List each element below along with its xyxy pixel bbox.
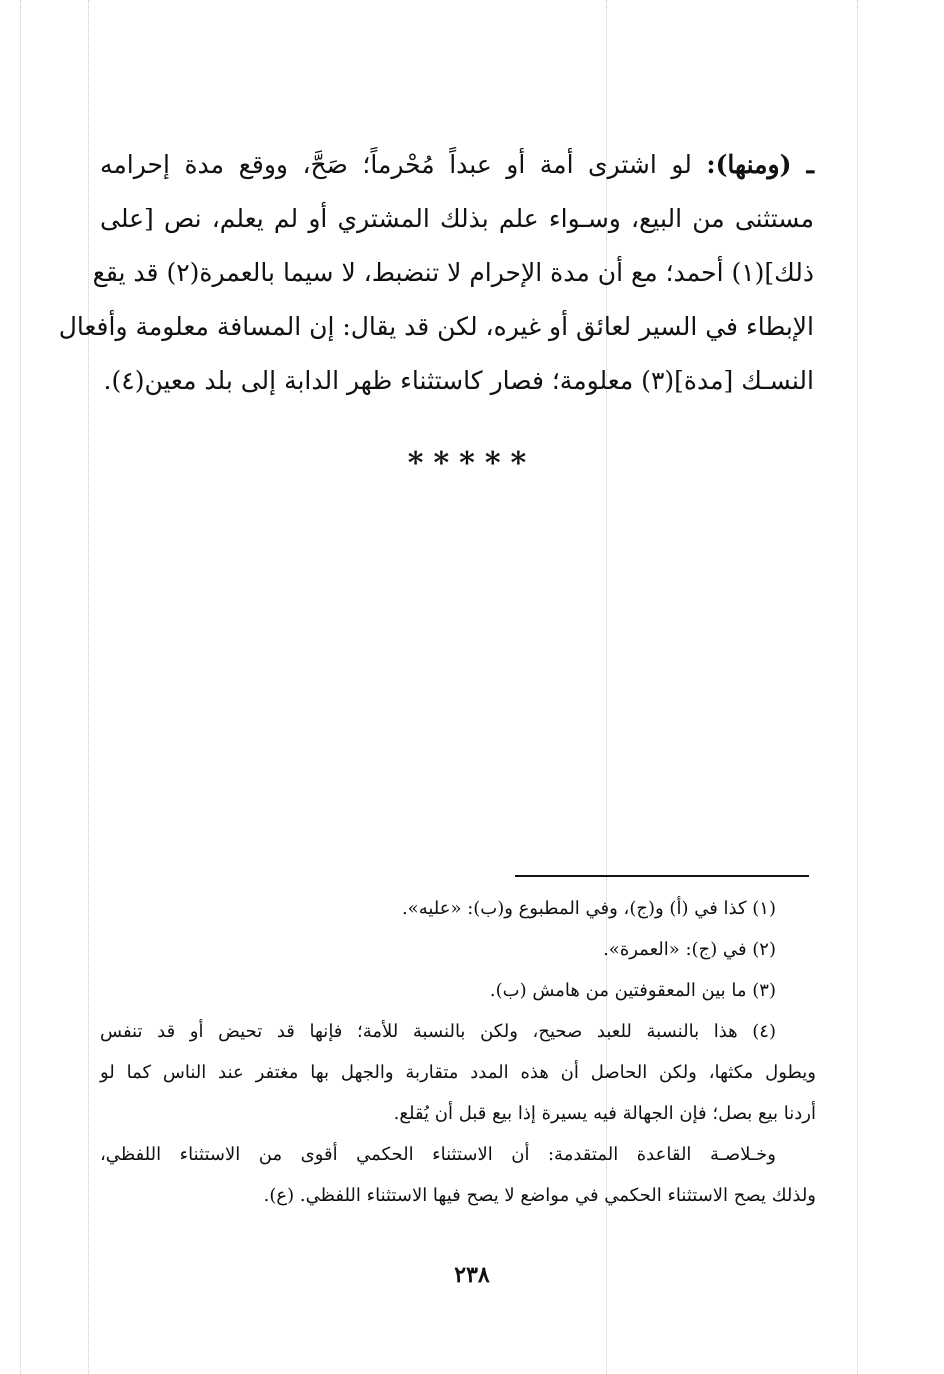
footnote-summary: وخـلاصـة القاعدة المتقدمة: أن الاستثناء الحكمي أقوى من الاستثناء اللفظي، bbox=[100, 1144, 776, 1165]
footnote-4-continued: أردنا بيع بصل؛ فإن الجهالة فيه يسيرة إذا بيع قبل أن يُقلع. bbox=[393, 1103, 816, 1124]
scan-guide-line bbox=[857, 0, 858, 1374]
section-label: ـ (ومنها): bbox=[706, 150, 814, 179]
main-line: ذلك](١) أحمد؛ مع أن مدة الإحرام لا تنضبط، لا سيما بالعمرة(٢) قد يقع bbox=[92, 258, 814, 287]
main-line: النسـك [مدة](٣) معلومة؛ فصار كاستثناء ظهر الدابة إلى بلد معين(٤). bbox=[103, 366, 814, 395]
scan-guide-line bbox=[20, 0, 21, 1374]
footnote-4-continued: ويطول مكثها، ولكن الحاصل أن هذه المدد متقاربة والجهل بها مغتفر عند الناس كما لو bbox=[100, 1062, 816, 1083]
footnote-divider bbox=[515, 875, 809, 877]
footnote-1: (١) كذا في (أ) و(ج)، وفي المطبوع و(ب): «عليه». bbox=[401, 898, 776, 919]
footnote-2: (٢) في (ج): «العمرة». bbox=[603, 939, 776, 960]
main-line-text: لو اشترى أمة أو عبداً مُحْرماً؛ صَحَّ، ووقع مدة إحرامه bbox=[100, 150, 707, 179]
page-number: ٢٣٨ bbox=[454, 1262, 490, 1288]
footnote-3: (٣) ما بين المعقوفتين من هامش (ب). bbox=[489, 980, 776, 1001]
main-line: الإبطاء في السير لعائق أو غيره، لكن قد يقال: إن المسافة معلومة وأفعال bbox=[58, 312, 814, 341]
main-line: مستثنى من البيع، وسـواء علم بذلك المشتري أو لم يعلم، نص [على bbox=[100, 204, 814, 233]
footnotes bbox=[100, 888, 816, 1216]
main-paragraph bbox=[58, 138, 814, 408]
footnote-4: (٤) هذا بالنسبة للعبد صحيح، ولكن بالنسبة للأمة؛ فإنها قد تحيض أو قد تنفس bbox=[100, 1021, 776, 1042]
scan-guide-line bbox=[88, 0, 89, 1374]
main-line bbox=[100, 138, 814, 192]
section-separator: ***** bbox=[407, 446, 537, 481]
footnote-summary-continued: ولذلك يصح الاستثناء الحكمي في مواضع لا يصح فيها الاستثناء اللفظي. (ع). bbox=[263, 1185, 816, 1206]
